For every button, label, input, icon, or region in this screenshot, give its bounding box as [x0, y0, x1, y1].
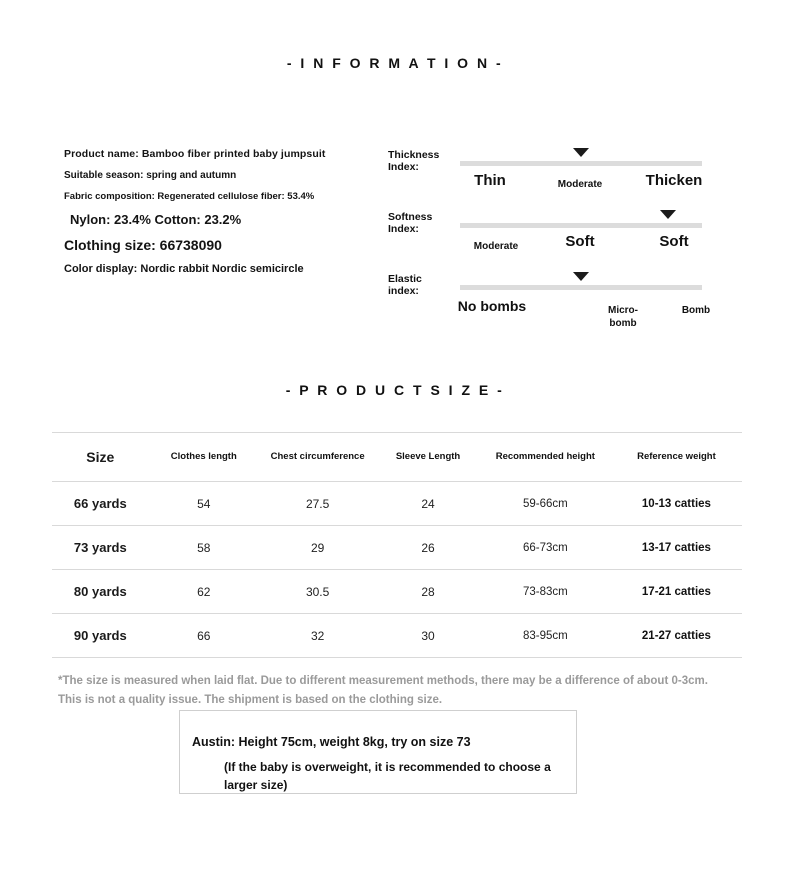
model-reference-secondary: (If the baby is overweight, it is recommended to choose a larger size) — [224, 760, 551, 792]
elastic-index-row — [388, 269, 718, 331]
cell-size: 80 yards — [52, 570, 149, 614]
info-suitable-season: Suitable season: spring and autumn — [64, 170, 237, 181]
cell-chest: 27.5 — [259, 482, 376, 526]
header-clothes-length: Clothes length — [149, 433, 259, 482]
index-meters-block — [388, 145, 718, 331]
product-size-table — [52, 432, 742, 658]
cell-chest: 32 — [259, 614, 376, 658]
table-header — [52, 433, 742, 482]
size-measurement-note: *The size is measured when laid flat. Due to different measurement methods, there may be a difference of about 0-3cm. This is not a quality issue. The shipment is based on the clothing size. — [58, 675, 708, 706]
cell-size: 90 yards — [52, 614, 149, 658]
cell-height: 66-73cm — [480, 526, 611, 570]
table-row — [52, 614, 742, 658]
softness-tick-soft-max: Soft — [659, 233, 689, 250]
cell-sleeve: 30 — [376, 614, 480, 658]
thickness-tick-thin: Thin — [474, 172, 506, 189]
thickness-index-track — [460, 161, 702, 166]
header-recommended-height: Recommended height — [480, 433, 611, 482]
thickness-index-label: Thickness Index: — [388, 149, 440, 173]
cell-size: 66 yards — [52, 482, 149, 526]
cell-chest: 30.5 — [259, 570, 376, 614]
cell-height: 59-66cm — [480, 482, 611, 526]
cell-clothes-length: 54 — [149, 482, 259, 526]
elastic-index-track — [460, 285, 702, 290]
info-fabric-composition: Fabric composition: Regenerated cellulose fiber: 53.4% — [64, 191, 315, 202]
cell-weight: 21-27 catties — [611, 614, 742, 658]
elastic-tick-no-bombs: No bombs — [457, 298, 527, 314]
header-sleeve-length: Sleeve Length — [376, 433, 480, 482]
info-color-display: Color display: Nordic rabbit Nordic semicircle — [64, 263, 304, 275]
info-clothing-size: Clothing size: 66738090 — [64, 237, 222, 253]
table-row — [52, 526, 742, 570]
thickness-tick-thicken: Thicken — [645, 172, 703, 189]
cell-size: 73 yards — [52, 526, 149, 570]
cell-sleeve: 26 — [376, 526, 480, 570]
table-header-row — [52, 433, 742, 482]
cell-weight: 10-13 catties — [611, 482, 742, 526]
cell-weight: 17-21 catties — [611, 570, 742, 614]
softness-index-row — [388, 207, 718, 269]
cell-height: 83-95cm — [480, 614, 611, 658]
softness-index-label: Softness Index: — [388, 211, 433, 235]
elastic-tick-bomb: Bomb — [681, 305, 711, 316]
elastic-index-label: Elastic index: — [388, 273, 422, 297]
model-reference-box — [179, 710, 577, 794]
cell-clothes-length: 62 — [149, 570, 259, 614]
thickness-index-row — [388, 145, 718, 207]
cell-clothes-length: 58 — [149, 526, 259, 570]
information-section-heading: - I N F O R M A T I O N - — [286, 55, 504, 71]
elastic-tick-micro-bomb: Micro-bomb — [608, 305, 638, 329]
cell-sleeve: 28 — [376, 570, 480, 614]
product-information-block — [64, 148, 364, 285]
table-row — [52, 570, 742, 614]
info-nylon-cotton: Nylon: 23.4% Cotton: 23.2% — [70, 212, 242, 227]
product-size-section-heading: - P R O D U C T S I Z E - — [285, 382, 505, 398]
softness-index-ticks — [448, 232, 716, 262]
cell-sleeve: 24 — [376, 482, 480, 526]
header-reference-weight: Reference weight — [611, 433, 742, 482]
softness-index-marker — [660, 210, 676, 219]
cell-clothes-length: 66 — [149, 614, 259, 658]
cell-height: 73-83cm — [480, 570, 611, 614]
cell-chest: 29 — [259, 526, 376, 570]
softness-index-track — [460, 223, 702, 228]
model-reference-primary: Austin: Height 75cm, weight 8kg, try on size 73 — [192, 735, 471, 749]
header-size: Size — [52, 433, 149, 482]
softness-tick-moderate: Moderate — [473, 241, 519, 252]
thickness-index-ticks — [448, 170, 716, 200]
table-row — [52, 482, 742, 526]
table-body — [52, 482, 742, 658]
elastic-index-marker — [573, 272, 589, 281]
header-chest-circumference: Chest circumference — [259, 433, 376, 482]
softness-tick-soft-mid: Soft — [565, 233, 595, 250]
elastic-index-ticks — [448, 294, 716, 329]
thickness-index-marker — [573, 148, 589, 157]
thickness-tick-moderate: Moderate — [557, 179, 603, 190]
cell-weight: 13-17 catties — [611, 526, 742, 570]
info-product-name: Product name: Bamboo fiber printed baby jumpsuit — [64, 148, 326, 160]
